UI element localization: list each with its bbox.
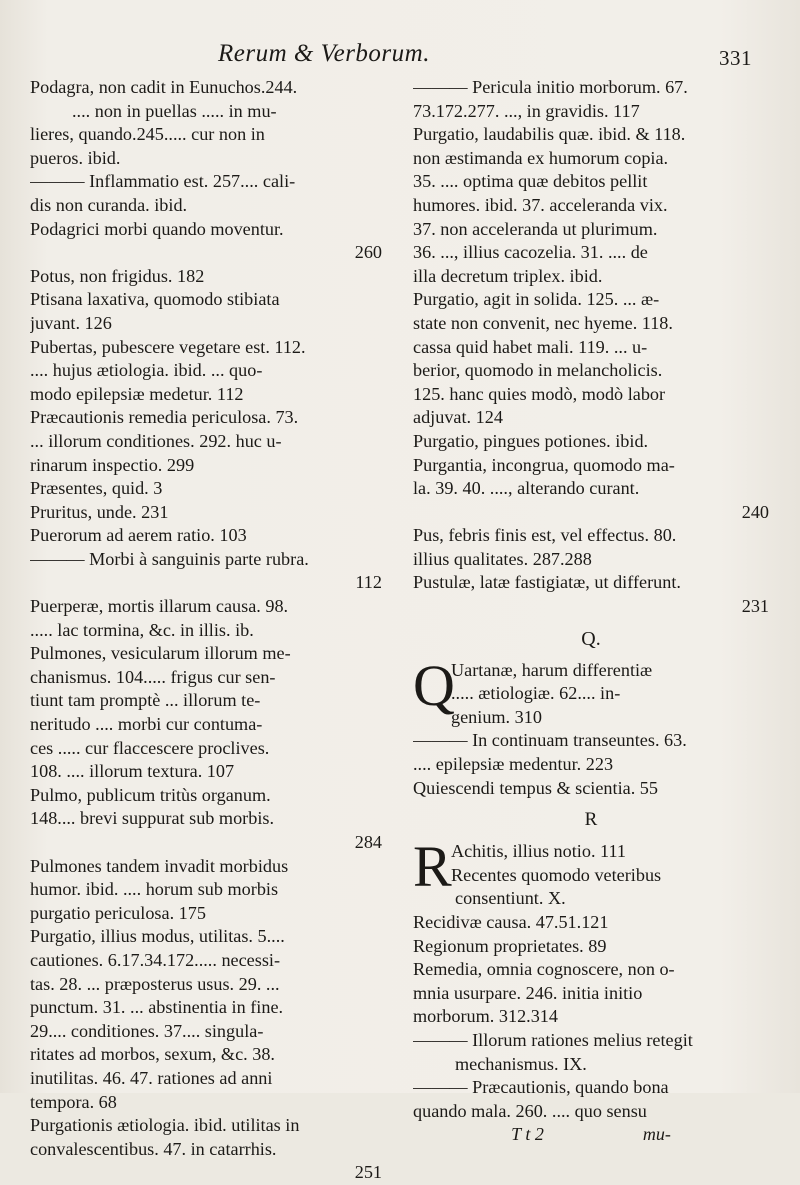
index-entry-line: ..... ætiologiæ. 62.... in- — [451, 683, 621, 704]
index-entry-line: illa decretum triplex. ibid. — [413, 265, 603, 286]
index-entry-line: cassa quid habet mali. 119. ... u- — [413, 336, 648, 357]
index-entry-line: consentiunt. X. — [455, 888, 566, 909]
index-entry-line: Pulmones, vesicularum illorum me- — [30, 643, 291, 664]
index-entry-line: 125. hanc quies modò, modò labor — [413, 383, 666, 404]
index-entry-line: Purgationis ætiologia. ibid. utilitas in — [30, 1115, 300, 1136]
index-entry-line: .... epilepsiæ medentur. 223 — [413, 754, 614, 775]
index-entry-line: ——— Inflammatio est. 257.... cali- — [30, 171, 296, 192]
index-entry-line: ... illorum conditiones. 292. huc u- — [30, 430, 282, 451]
section-q-entries — [413, 729, 769, 800]
index-entry-line: 36. ..., illius cacozelia. 31. .... de — [413, 242, 648, 263]
index-entry-line: dis non curanda. ibid. — [30, 194, 188, 215]
index-entry-line: .... non in puellas ..... in mu- — [72, 100, 277, 121]
index-entry-line: modo epilepsiæ medetur. 112 — [30, 383, 244, 404]
index-entry-line: la. 39. 40. ...., alterando curant. — [413, 478, 640, 499]
signature-mark: T t 2 — [511, 1124, 544, 1145]
index-entry-line: state non convenit, nec hyeme. 118. — [413, 312, 673, 333]
section-q-dropcap-block — [413, 652, 769, 730]
index-entry-line: Quiescendi tempus & scientia. 55 — [413, 777, 658, 798]
index-entry-line: 251 — [354, 1162, 382, 1183]
index-entry-line: 29.... conditiones. 37.... singula- — [30, 1020, 264, 1041]
running-header — [218, 40, 752, 80]
index-entry-line: Pus, febris finis est, vel effectus. 80. — [413, 525, 677, 546]
index-entry-line: Præcautionis remedia periculosa. 73. — [30, 407, 299, 428]
index-entry-line: ..... lac tormina, &c. in illis. ib. — [30, 619, 254, 640]
index-entry-line: lieres, quando.245..... cur non in — [30, 124, 265, 145]
dropcap-r: R — [413, 834, 452, 900]
index-entry-line: pueros. ibid. — [30, 147, 121, 168]
index-entry-line: 73.172.277. ..., in gravidis. 117 — [413, 100, 640, 121]
index-entry-line: mechanismus. IX. — [455, 1053, 587, 1074]
index-entry-line: .... hujus ætiologia. ibid. ... quo- — [30, 360, 263, 381]
index-entry-line: Remedia, omnia cognoscere, non o- — [413, 959, 675, 980]
index-entry-line: berior, quomodo in melancholicis. — [413, 360, 663, 381]
index-entry-line: ——— Præcautionis, quando bona — [413, 1077, 669, 1098]
index-entry-line: 240 — [741, 501, 769, 522]
index-entry-line: ——— Morbi à sanguinis parte rubra. — [30, 548, 309, 569]
index-entry-line: tiunt tam promptè ... illorum te- — [30, 690, 261, 711]
index-entry-line: 260 — [354, 242, 382, 263]
index-entry-line: Potus, non frigidus. 182 — [30, 265, 205, 286]
index-entry-line: punctum. 31. ... abstinentia in fine. — [30, 997, 284, 1018]
index-entry-line: inutilitas. 46. 47. rationes ad anni — [30, 1067, 273, 1088]
index-entry-line: 112 — [355, 572, 382, 593]
index-entry-line: 35. .... optima quæ debitos pellit — [413, 171, 648, 192]
index-entry-line: adjuvat. 124 — [413, 407, 503, 428]
index-entry-line: Puerperæ, mortis illarum causa. 98. — [30, 596, 289, 617]
index-entry-line: neritudo .... morbi cur contuma- — [30, 714, 263, 735]
index-entry-line: ces ..... cur flaccescere proclives. — [30, 737, 270, 758]
index-entry-line: quando mala. 260. .... quo sensu — [413, 1100, 647, 1121]
index-entry-line: Purgatio, agit in solida. 125. ... æ- — [413, 289, 660, 310]
index-column-right — [413, 76, 769, 1147]
index-entry-line: 231 — [741, 596, 769, 617]
index-entry-line: cautiones. 6.17.34.172..... necessi- — [30, 949, 281, 970]
index-entry-line: Pruritus, unde. 231 — [30, 501, 169, 522]
catchword: mu- — [642, 1124, 671, 1145]
index-entry-line: ritates ad morbos, sexum, &c. 38. — [30, 1044, 275, 1065]
index-entry-line: 108. .... illorum textura. 107 — [30, 761, 235, 782]
section-r-entries — [413, 887, 769, 1123]
index-entry-line: illius qualitates. 287.288 — [413, 548, 592, 569]
page-footer — [413, 1123, 769, 1147]
index-entry-line: Podagra, non cadit in Eunuchos.244. — [30, 77, 298, 97]
index-entry-line: Purgatio, pingues potiones. ibid. — [413, 430, 649, 451]
section-heading-r: R — [584, 809, 598, 831]
index-entry-line: Uartanæ, harum differentiæ — [451, 659, 653, 680]
index-entry-line: Puerorum ad aerem ratio. 103 — [30, 525, 247, 546]
index-entry-line: 37. non acceleranda ut plurimum. — [413, 218, 658, 239]
index-entry-line: chanismus. 104..... frigus cur sen- — [30, 666, 276, 687]
index-entry-line: humores. ibid. 37. acceleranda vix. — [413, 194, 668, 215]
index-entry-line: Podagrici morbi quando moventur. — [30, 218, 284, 239]
index-entry-line: Purgatio, laudabilis quæ. ibid. & 118. — [413, 124, 686, 145]
index-entry-line: convalescentibus. 47. in catarrhis. — [30, 1138, 277, 1159]
index-entry-line: non æstimanda ex humorum copia. — [413, 147, 669, 168]
right-column-entries — [413, 76, 769, 619]
index-entry-line: tempora. 68 — [30, 1091, 117, 1112]
index-entry-line: humor. ibid. .... horum sub morbis — [30, 879, 279, 900]
index-entry-line: Recentes quomodo veteribus — [451, 864, 662, 885]
section-heading-q: Q. — [581, 627, 601, 650]
index-entry-line: Purgantia, incongrua, quomodo ma- — [413, 454, 675, 475]
index-entry-line: rinarum inspectio. 299 — [30, 454, 195, 475]
index-entry-line: Pulmones tandem invadit morbidus — [30, 855, 289, 876]
index-entry-line: Regionum proprietates. 89 — [413, 935, 607, 956]
index-entry-line: Achitis, illius notio. 111 — [451, 841, 626, 862]
index-entry-line: morborum. 312.314 — [413, 1006, 558, 1027]
index-entry-line: purgatio periculosa. 175 — [30, 902, 206, 923]
index-entry-line: Pustulæ, latæ fastigiatæ, ut differunt. — [413, 572, 681, 593]
index-entry-line: 148.... brevi suppurat sub morbis. — [30, 808, 274, 829]
index-entry-line: ——— Illorum rationes melius retegit — [413, 1029, 693, 1050]
index-entry-line: Purgatio, illius modus, utilitas. 5.... — [30, 926, 285, 947]
index-entry-line: Recidivæ causa. 47.51.121 — [413, 912, 609, 932]
index-column-left — [30, 76, 382, 1185]
running-title: Rerum & Verborum. — [218, 40, 430, 67]
index-entry-line: juvant. 126 — [30, 312, 112, 333]
index-entry-line: tas. 28. ... præposterus usus. 29. ... — [30, 973, 280, 994]
index-entry-line: ——— In continuam transeuntes. 63. — [413, 730, 687, 751]
index-entry-line: Pulmo, publicum tritùs organum. — [30, 784, 271, 805]
page-number: 331 — [719, 46, 752, 70]
index-entry-line: Pubertas, pubescere vegetare est. 112. — [30, 336, 306, 357]
index-entry-line: genium. 310 — [451, 706, 542, 727]
index-entry-line: mnia usurpare. 246. initia initio — [413, 982, 643, 1003]
index-entry-line: Præsentes, quid. 3 — [30, 478, 163, 499]
index-entry-line: ——— Pericula initio morborum. 67. — [413, 77, 688, 97]
index-entry-line: 284 — [354, 832, 382, 852]
index-entry-line: Ptisana laxativa, quomodo stibiata — [30, 289, 280, 310]
dropcap-q: Q — [413, 652, 455, 718]
